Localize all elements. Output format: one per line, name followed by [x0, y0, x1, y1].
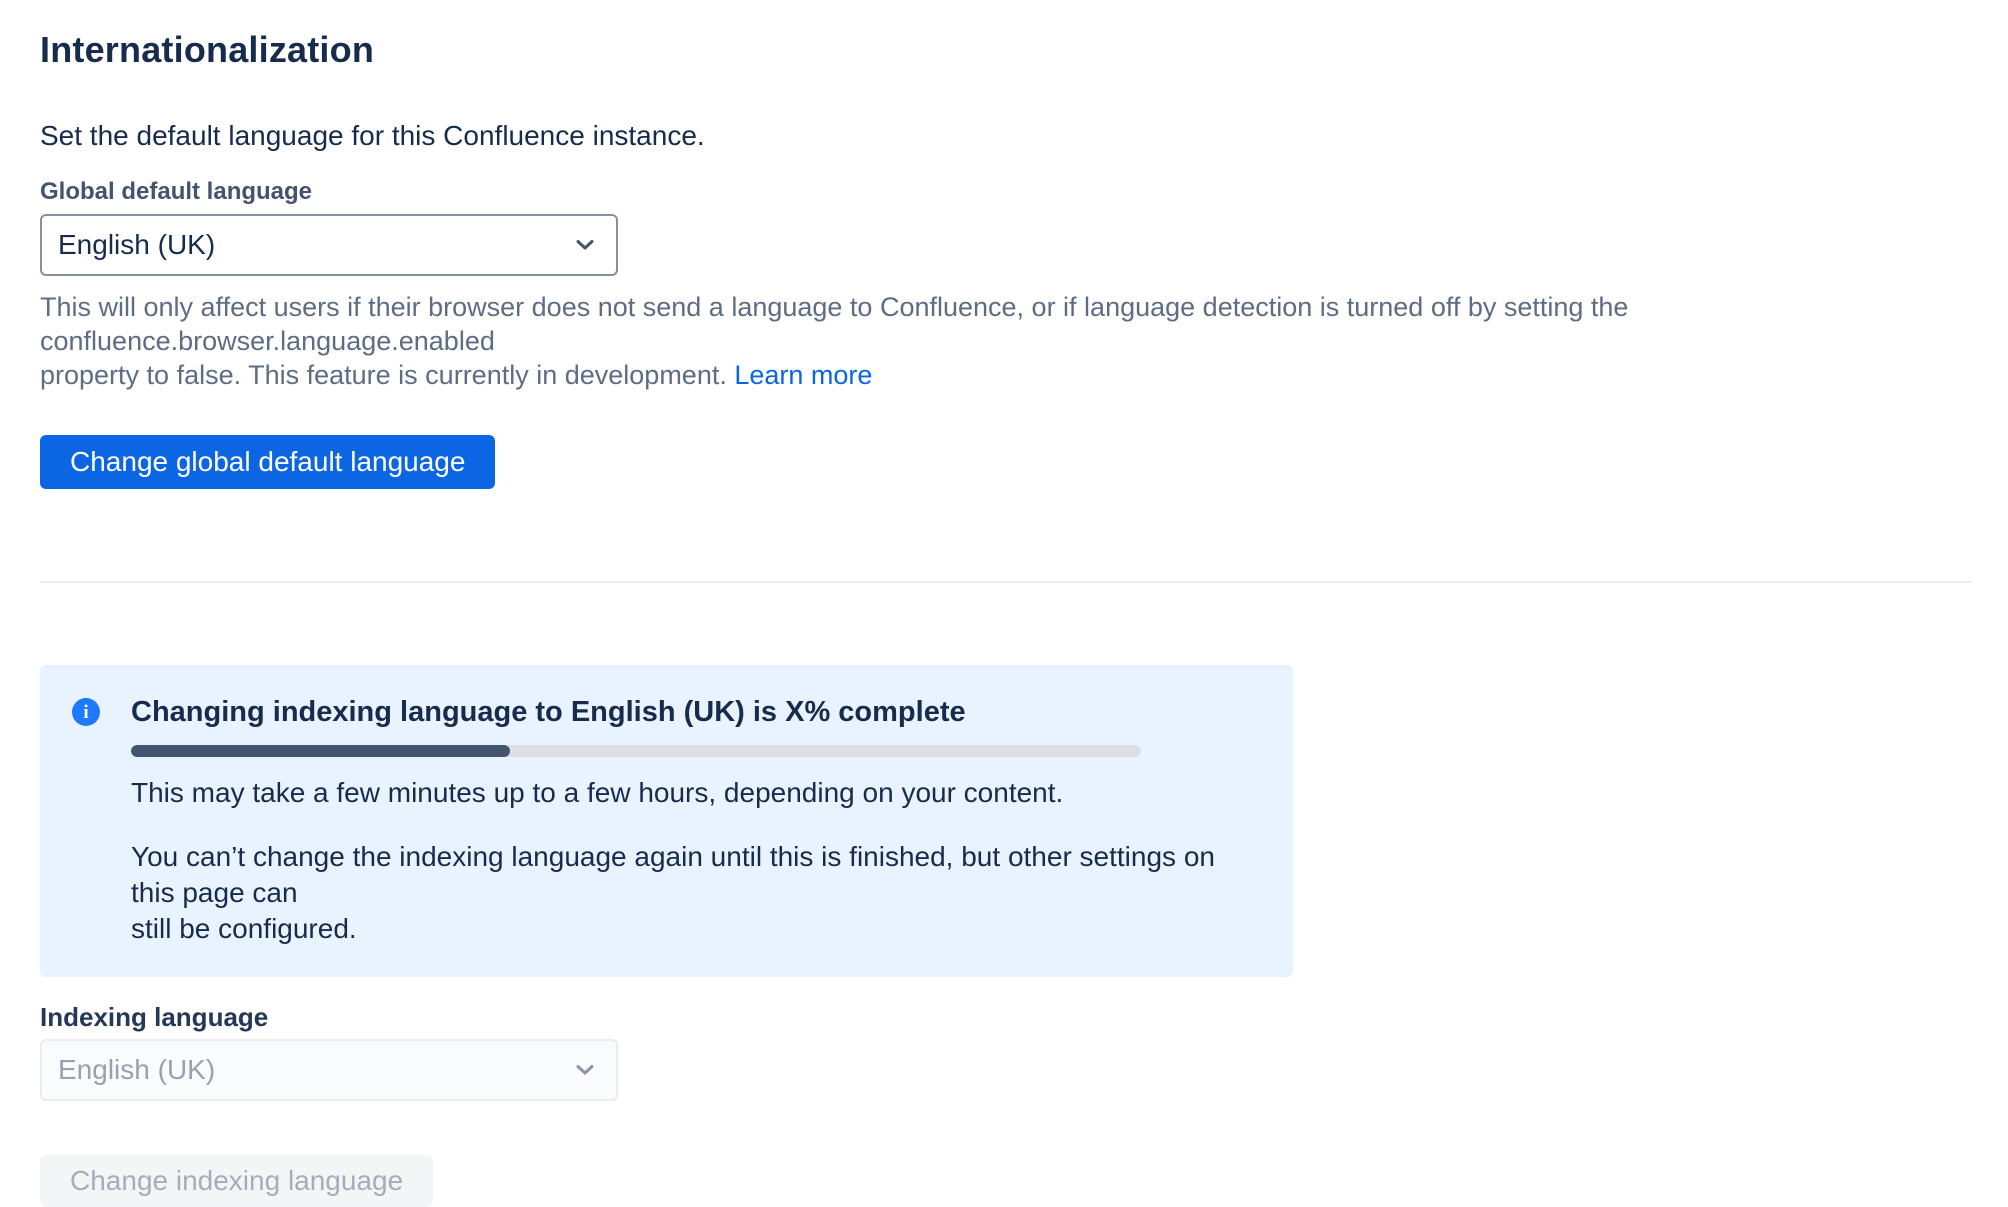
global-default-language-select[interactable] [40, 214, 618, 276]
indexing-language-label: Indexing language [40, 1002, 269, 1032]
learn-more-link[interactable]: Learn more [734, 360, 873, 390]
help-text-line2: property to false. This feature is currently in development. [40, 360, 735, 390]
page-title: Internationalization [40, 29, 375, 70]
indexing-progress-content [131, 695, 1261, 947]
info-icon: i [72, 698, 100, 726]
global-language-description: Set the default language for this Confluence instance. [40, 120, 705, 151]
indexing-language-select [40, 1039, 618, 1101]
indexing-progress-title: Changing indexing language to English (UK) is X% complete [131, 696, 966, 728]
chevron-down-icon [576, 239, 594, 251]
indexing-progress-bar [131, 745, 1141, 757]
indexing-progress-bar-fill [131, 745, 510, 757]
change-global-default-language-button[interactable]: Change global default language [40, 435, 495, 489]
change-indexing-language-button: Change indexing language [40, 1155, 433, 1207]
help-text-line1: This will only affect users if their browser does not send a language to Confluence, or if language detection is turned off by setting the confluence.browser.language.enabled [40, 292, 1629, 356]
indexing-progress-note-duration: This may take a few minutes up to a few hours, depending on your content. [131, 777, 1064, 808]
section-divider [40, 581, 1971, 583]
indexing-language-value: English (UK) [58, 1054, 216, 1085]
note-lock-line2: still be configured. [131, 913, 357, 944]
global-language-help-text [40, 290, 1970, 392]
chevron-down-icon [576, 1064, 594, 1076]
indexing-progress-panel [40, 665, 1293, 977]
global-default-language-value: English (UK) [58, 229, 216, 260]
global-default-language-label: Global default language [40, 178, 313, 205]
note-lock-line1: You can’t change the indexing language again until this is finished, but other settings on this page can [131, 841, 1215, 908]
indexing-progress-note-lock [131, 839, 1261, 947]
